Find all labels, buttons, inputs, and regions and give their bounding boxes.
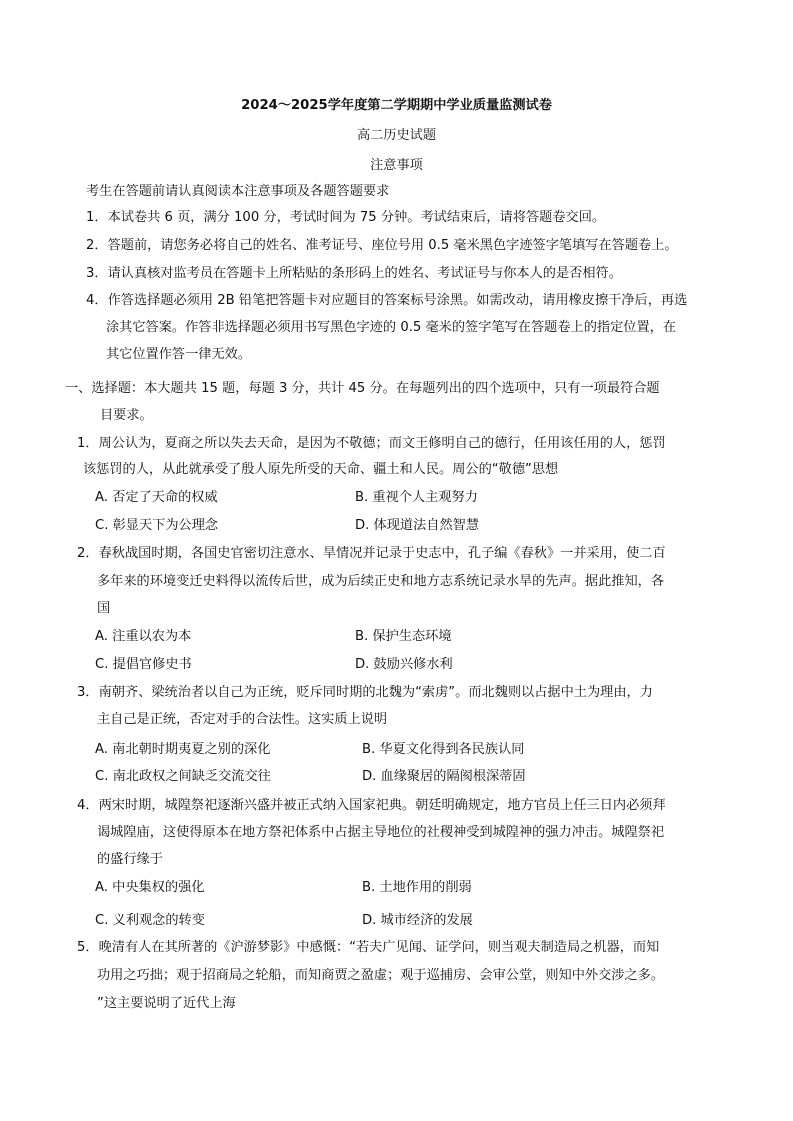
subject-title: 高二历史试题 <box>356 128 437 143</box>
q5-stem-line2: 功用之巧拙；观于招商局之轮船，而知商贾之盈虚；观于巡捕房、会审公堂，则知中外交涉之多。 <box>97 968 665 983</box>
q5-stem-line3: ”这主要说明了近代上海 <box>97 996 236 1011</box>
exam-title: 2024～2025学年度第二学期期中学业质量监测试卷 <box>241 98 552 113</box>
q1-option-c: C. 彰显天下为公理念 <box>95 518 219 533</box>
q3-stem-line1: 3．南朝齐、梁统治者以自己为正统，贬斥同时期的北魏为“索虏”。而北魏则以占据中土为理由，力 <box>77 685 653 700</box>
q2-option-b: B. 保护生态环境 <box>355 629 452 644</box>
q1-option-a: A. 否定了天命的权威 <box>95 490 218 505</box>
q4-option-b: B. 土地作用的削弱 <box>362 880 472 895</box>
q4-option-c: C. 义利观念的转变 <box>95 913 205 928</box>
notice-item-4-line3: 其它位置作答一律无效。 <box>106 347 252 362</box>
q2-stem-line2: 多年来的环境变迁史料得以流传后世，成为后续正史和地方志系统记录水旱的先声。据此推知，各 <box>97 574 665 589</box>
notice-title: 注意事项 <box>370 158 423 173</box>
q2-stem-line3: 国 <box>97 601 111 616</box>
q2-option-c: C. 提倡官修史书 <box>95 657 192 672</box>
notice-item-4-line1: 4．作答选择题必须用 2B 铅笔把答题卡对应题目的答案标号涂黑。如需改动，请用橡皮擦干净后，再选 <box>86 293 688 308</box>
q3-option-b: B. 华夏文化得到各民族认同 <box>362 742 525 757</box>
q2-option-d: D. 鼓励兴修水利 <box>355 657 453 672</box>
q4-option-d: D. 城市经济的发展 <box>362 913 473 928</box>
section-heading-line2: 目要求。 <box>100 408 153 423</box>
notice-item-3: 3．请认真核对监考员在答题卡上所粘贴的条形码上的姓名、考试证号与你本人的是否相符。 <box>86 266 622 281</box>
section-heading-line1: 一、选择题：本大题共 15 题，每题 3 分，共计 45 分。在每题列出的四个选项中，只有一项最符合题 <box>65 381 660 396</box>
q2-stem-line1: 2．春秋战国时期，各国史官密切注意水、旱情况并记录于史志中，孔子编《春秋》一并采用，使二百 <box>77 546 666 561</box>
notice-intro: 考生在答题前请认真阅读本注意事项及各题答题要求 <box>86 184 390 199</box>
q1-option-d: D. 体现道法自然智慧 <box>355 518 480 533</box>
q4-stem-line1: 4．两宋时期，城隍祭祀逐渐兴盛并被正式纳入国家祀典。朝廷明确规定，地方官员上任三日内必须拜 <box>77 798 666 813</box>
q4-stem-line3: 的盛行缘于 <box>97 852 163 867</box>
notice-item-4-line2: 涂其它答案。作答非选择题必须用书写黑色字迹的 0.5 毫米的签字笔写在答题卷上的指定位置，在 <box>106 320 677 335</box>
q5-stem-line1: 5．晚清有人在其所著的《沪游梦影》中感慨：“若夫广见闻、证学问，则当观夫制造局之机器，而知 <box>77 940 660 955</box>
q1-stem-line1: 1．周公认为，夏商之所以失去天命，是因为不敬德；而文王修明自己的德行，任用该任用的人，惩罚 <box>77 436 666 451</box>
q4-stem-line2: 谒城隍庙，这使得原本在地方祭祀体系中占据主导地位的社稷神受到城隍神的强力冲击。城隍祭祀 <box>97 825 665 840</box>
q3-option-c: C. 南北政权之间缺乏交流交往 <box>95 769 271 784</box>
q3-option-a: A. 南北朝时期夷夏之别的深化 <box>95 742 271 757</box>
q2-option-a: A. 注重以农为本 <box>95 629 192 644</box>
q3-option-d: D. 血缘聚居的隔阂根深蒂固 <box>362 769 526 784</box>
q1-option-b: B. 重视个人主观努力 <box>355 490 478 505</box>
q4-option-a: A. 中央集权的强化 <box>95 880 205 895</box>
q3-stem-line2: 主自己是正统，否定对手的合法性。这实质上说明 <box>97 712 388 727</box>
q1-stem-line2: 该惩罚的人，从此就承受了殷人原先所受的天命、疆土和人民。周公的“敬德”思想 <box>83 462 559 477</box>
notice-item-2: 2．答题前，请您务必将自己的姓名、准考证号、座位号用 0.5 毫米黑色字迹签字笔填写在答题卷上。 <box>86 238 678 253</box>
notice-item-1: 1．本试卷共 6 页，满分 100 分，考试时间为 75 分钟。考试结束后，请将答题卷交回。 <box>86 210 606 225</box>
